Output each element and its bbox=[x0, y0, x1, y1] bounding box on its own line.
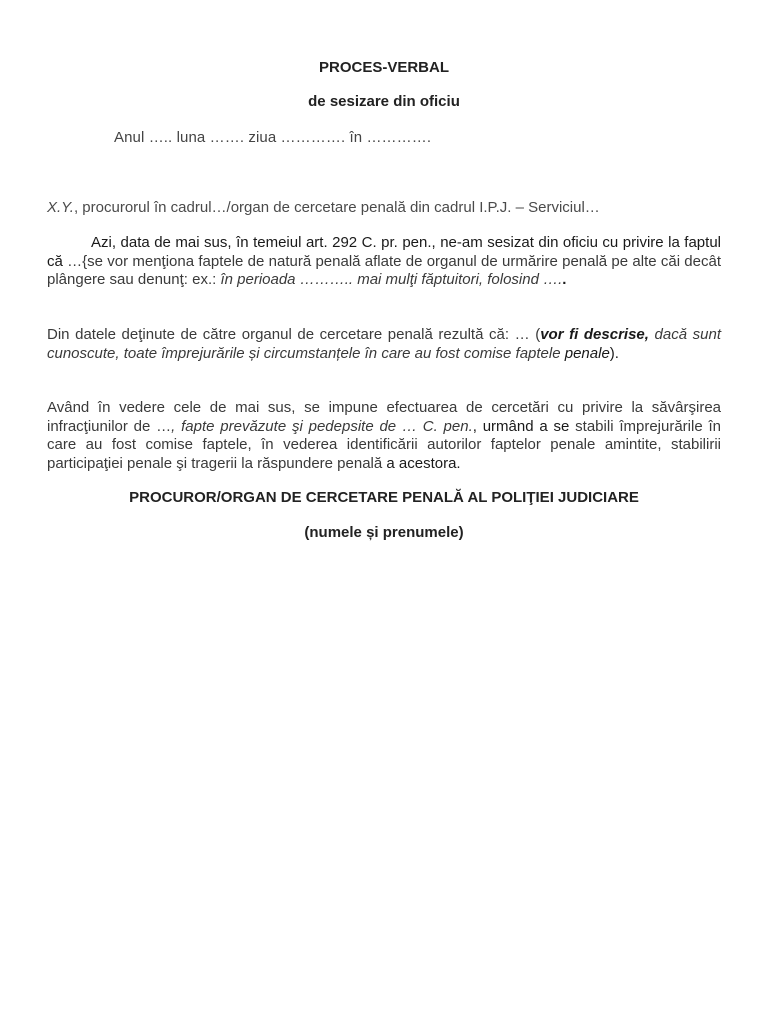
paragraph-date-penale: penale bbox=[564, 344, 610, 362]
paragraph-cercetari-italic: , fapte prevăzute şi pedepsite de … C. pen. bbox=[171, 417, 473, 435]
paragraph-sesizare-example: în perioada ……….. mai mulţi făptuitori, folosind …. bbox=[220, 271, 563, 288]
paragraph-cercetari-mid: , urmând a se bbox=[472, 417, 570, 435]
paragraph-sesizare-end: . bbox=[562, 271, 567, 288]
paragraph-sesizare-body: …{se vor menţiona faptele de natură penală aflate de organul de urmărire penală pe alte căi decât plângere sau denunţ: ex.: bbox=[47, 252, 721, 288]
paragraph-sesizare bbox=[47, 234, 721, 290]
intro-paragraph bbox=[47, 199, 721, 218]
paragraph-date-bold-italic: vor fi descrise, bbox=[540, 326, 649, 343]
paragraph-cercetari-body: stabili împrejurările în care au fost comise faptele, în vederea identificării autorilor faptelor penale amintite, stabilirii participaţiei penale şi tragerii la răspundere penală bbox=[47, 417, 721, 472]
paragraph-date-end: ). bbox=[609, 344, 619, 362]
paragraph-date-lead: Din datele deţinute de către organul de cercetare penală rezultă că: … ( bbox=[47, 326, 541, 343]
intro-text: , procurorul în cadrul…/organ de cercetare penală din cadrul I.P.J. – Serviciul… bbox=[73, 199, 600, 216]
paragraph-date-detinute bbox=[47, 326, 721, 363]
signature-name: (numele și prenumele) bbox=[304, 524, 464, 541]
date-line: Anul ….. luna ……. ziua …………. în …………. bbox=[114, 129, 432, 146]
document-title: PROCES-VERBAL bbox=[318, 59, 449, 76]
paragraph-cercetari-end: a acestora. bbox=[386, 454, 461, 472]
signature-title: PROCUROR/ORGAN DE CERCETARE PENALĂ AL POLIŢIEI JUDICIARE bbox=[129, 489, 639, 506]
author-name: X.Y. bbox=[47, 199, 74, 216]
paragraph-cercetari bbox=[47, 399, 721, 473]
paragraph-date-italic: dacă sunt cunoscute, toate împrejurările și circumstanțele în care au fost comise faptele bbox=[47, 326, 721, 362]
paragraph-sesizare-lead: Azi, data de mai sus, în temeiul art. 292 C. pr. pen., ne-am sesizat din oficiu cu privire la faptul că bbox=[47, 234, 721, 270]
document-subtitle: de sesizare din oficiu bbox=[308, 93, 460, 110]
paragraph-cercetari-lead: Având în vedere cele de mai sus, se impune efectuarea de cercetări cu privire la săvârşirea infracţiunilor de … bbox=[47, 399, 721, 435]
